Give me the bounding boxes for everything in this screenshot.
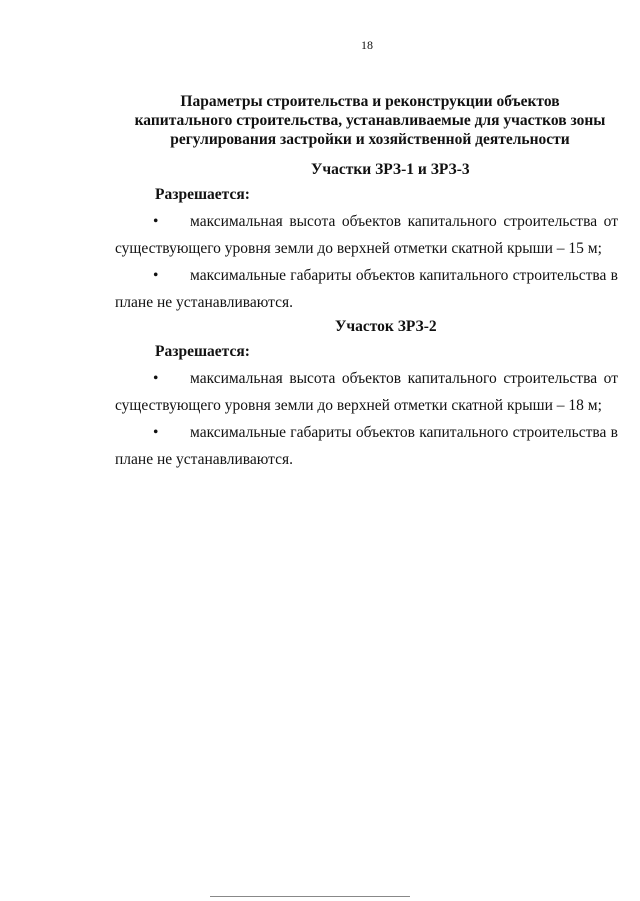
list-item [115, 419, 618, 473]
allowed-label: Разрешается: [155, 186, 250, 203]
item-text-continuation: плане не устанавливаются. [115, 294, 294, 311]
list-item [115, 262, 618, 316]
document-title [120, 92, 620, 149]
title-line: капитального строительства, устанавливаемые для участков зоны [134, 112, 606, 129]
item-text-first-line: максимальная высота объектов капитального строительства от [190, 370, 618, 387]
list-item [115, 365, 618, 419]
scan-edge-line [210, 896, 410, 897]
item-text-first-line: максимальные габариты объектов капитального строительства в [190, 424, 618, 441]
allowed-label: Разрешается: [155, 343, 250, 360]
item-text-continuation: существующего уровня земли до верхней отметки скатной крыши – 18 м; [115, 397, 602, 414]
list-item [115, 208, 618, 262]
section-heading: Участок ЗРЗ-2 [335, 318, 437, 335]
bullet-icon: • [153, 370, 159, 387]
item-text-first-line: максимальные габариты объектов капитального строительства в [190, 267, 618, 284]
item-text-continuation: плане не устанавливаются. [115, 451, 294, 468]
bullet-icon: • [153, 267, 159, 284]
item-text-first-line: максимальная высота объектов капитального строительства от [190, 213, 618, 230]
page-number: 18 [361, 38, 373, 52]
title-line: регулирования застройки и хозяйственной деятельности [170, 131, 570, 148]
bullet-icon: • [153, 424, 159, 441]
title-line: Параметры строительства и реконструкции объектов [180, 93, 560, 110]
bullet-icon: • [153, 213, 159, 230]
section-heading: Участки ЗРЗ-1 и ЗРЗ-3 [311, 161, 470, 178]
item-text-continuation: существующего уровня земли до верхней отметки скатной крыши – 15 м; [115, 240, 602, 257]
